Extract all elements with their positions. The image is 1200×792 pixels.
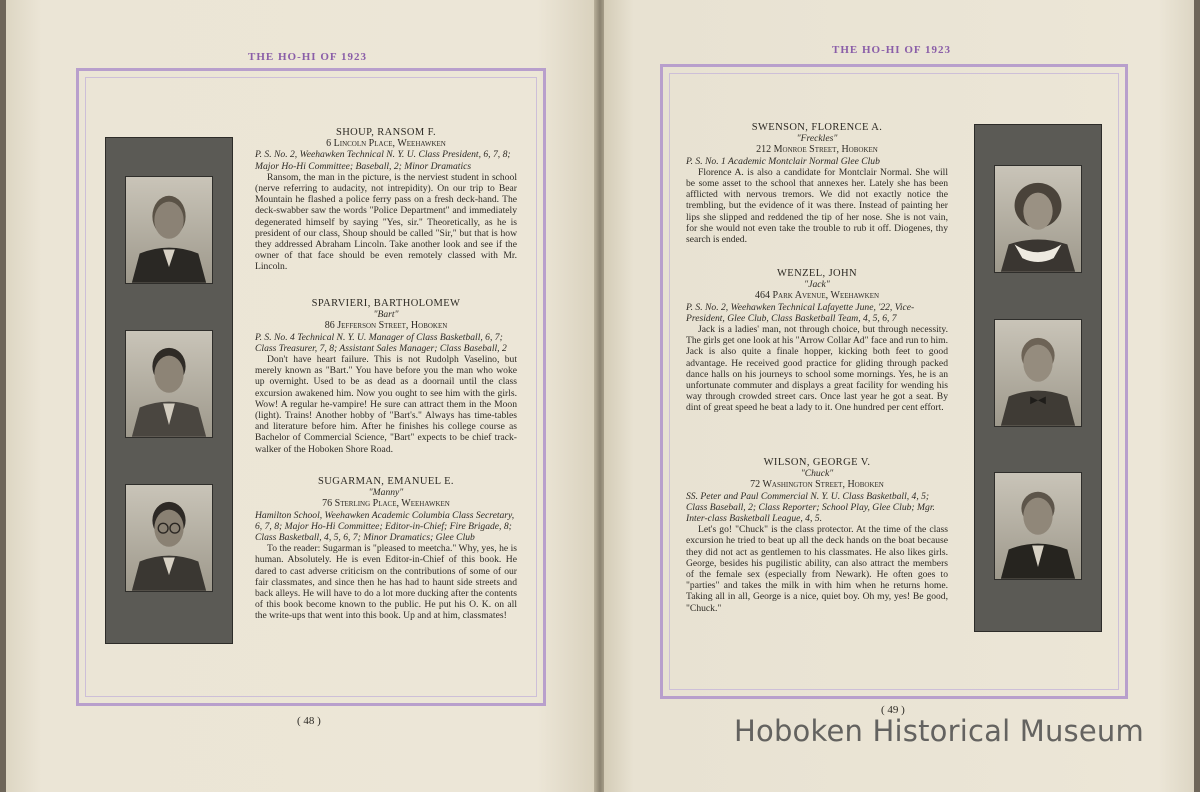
- entry-record: P. S. No. 2, Weehawken Technical Lafayette June, '22, Vice-President, Glee Club, Class Basketball Team, 4, 5, 6, 7: [686, 301, 915, 324]
- entry-bio: Florence A. is also a candidate for Montclair Normal. She will be some asset to the school that annexes her. Lately she has been afflicted with nervous tremors. We did not exactly notice the trembling, but the evidence of it was there. Instead of painting her lips she slipped and reddened the tip of her nose. She is not vain, for she would not even take the trouble to rub it off. Diogenes, thy search is ended.: [686, 166, 948, 246]
- page-number-right: ( 49 ): [881, 704, 905, 716]
- running-head-left: THE HO-HI OF 1923: [248, 51, 367, 63]
- entry-nickname: "Jack": [804, 279, 830, 291]
- entry-address: 72 Washington Street, Hoboken: [750, 479, 884, 491]
- entry-nickname: "Bart": [373, 309, 399, 321]
- entry-record: P. S. No. 2, Weehawken Technical N. Y. U. Class President, 6, 7, 8; Major Ho-Hi Committee; Baseball, 2; Minor Dramatics: [255, 149, 511, 172]
- entry-name: WENZEL, JOHN: [776, 268, 858, 279]
- portrait-sparvieri: [125, 330, 213, 438]
- portrait-shoup: [125, 176, 213, 284]
- entry-sparvieri: [255, 298, 517, 455]
- right-photo-strip: [974, 124, 1102, 632]
- entry-nickname: "Manny": [368, 487, 404, 499]
- entry-record: SS. Peter and Paul Commercial N. Y. U. Class Basketball, 4, 5; Class Baseball, 2; Class Reporter; School Play, Glee Club; Mgr. Inter-class Basketball League, 4, 5.: [686, 490, 935, 525]
- portrait-swenson: [994, 165, 1082, 273]
- left-photo-strip: [105, 137, 233, 644]
- portrait-wilson: [994, 472, 1082, 580]
- entry-bio: Jack is a ladies' man, not through choice, but through necessity. The girls get one look at his "Arrow Collar Ad" face and run to him. Jack is also quite a finale hopper, kicking both feet to good advantage. He received good practice for gliding through packed dance halls on his journeys to school some mornings. Yes, he is an unfortunate commuter and displays a great facility for wending his way through crowded street cars. Once last year he got a seat. By dint of great speed he beat a lady to it. One hundred per cent effort.: [686, 324, 948, 414]
- entry-name: SWENSON, FLORENCE A.: [751, 122, 883, 133]
- entry-wilson: [686, 457, 948, 614]
- entry-bio: Don't have heart failure. This is not Rudolph Vaselino, but merely known as "Bart." You have before you the man who woke up overnight. Used to be as dead as a doornail until the class excursion awakened him. Now you ought to see him with the girls. Wow! A regular he-vampire! He sure can attract them in the Moon (light). Trains! Another hobby of "Bart's." Always has time-tables and literature before him. After he finishes his college course as Bachelor of Commercial Science, "Bart" expects to be chief track-walker of the Hoboken Shore Road.: [255, 354, 517, 455]
- portrait-sugarman: [125, 484, 213, 592]
- entry-address: 212 Monroe Street, Hoboken: [756, 144, 878, 156]
- entry-record: P. S. No. 4 Technical N. Y. U. Manager of Class Basketball, 6, 7; Class Treasurer, 7, 8; Assistant Sales Manager; Class Baseball, 2: [255, 331, 507, 354]
- entry-bio: Ransom, the man in the picture, is the nerviest student in school (nerve referring to audacity, not intrepidity). On our trip to Bear Mountain he flashed a police ferry pass on a fresh deck-hand. The deck-swabber saw the words "Police Department" and immediately degenerated himself by saying "Yes, sir." Theoretically, as he is president of our class, Shoup should be called "Sir," but that is how they addressed Abraham Lincoln. Take another look and see if the owner of that face should be even remotely classed with Mr. Lincoln.: [255, 171, 517, 273]
- portrait-wenzel: [994, 319, 1082, 427]
- entry-record: Hamilton School, Weehawken Academic Columbia Class Secretary, 6, 7, 8; Major Ho-Hi Committee; Editor-in-Chief; Fire Brigade, 8; Class Basketball, 4, 5, 6, 7; Minor Dramatics; Glee Club: [255, 509, 515, 544]
- museum-watermark: Hoboken Historical Museum: [734, 714, 1144, 748]
- entry-nickname: "Chuck": [800, 468, 834, 480]
- entry-sugarman: [255, 476, 517, 622]
- entry-nickname: "Freckles": [796, 133, 838, 145]
- entry-address: 86 Jefferson Street, Hoboken: [324, 320, 448, 332]
- entry-address: 76 Sterling Place, Weehawken: [322, 498, 450, 510]
- entry-wenzel: [686, 268, 948, 414]
- entry-swenson: [686, 122, 948, 245]
- entry-name: WILSON, GEORGE V.: [763, 457, 871, 468]
- entry-address: 6 Lincoln Place, Weehawken: [326, 138, 446, 150]
- entry-record: P. S. No. 1 Academic Montclair Normal Glee Club: [686, 155, 880, 167]
- entry-name: SUGARMAN, EMANUEL E.: [318, 476, 454, 487]
- entry-address: 464 Park Avenue, Weehawken: [754, 290, 880, 302]
- entry-name: SHOUP, RANSOM F.: [335, 127, 437, 138]
- entry-bio: To the reader: Sugarman is "pleased to meetcha." Why, yes, he is human. Absolutely. He is even Editor-in-Chief of this book. He dared to cast adverse criticism on the contributions of some of our fair classmates, and since then he has had to haunt side streets and back alleys. He will have to do a lot more ducking after the contents of this book become known to the public. He put his O. K. on all the write-ups that went into this book. Up and at him, classmates!: [255, 543, 517, 622]
- running-head-right: THE HO-HI OF 1923: [832, 44, 951, 56]
- entry-name: SPARVIERI, BARTHOLOMEW: [311, 298, 461, 309]
- entry-bio: Let's go! "Chuck" is the class protector. At the time of the class excursion he tried to beat up all the deck hands on the boat because they did not act as gentlemen to his classmates. He also likes girls. George, besides his pugilistic ability, can also attract the members of the female sex (especially from Newark). He often goes to "parties" and takes the milk in with him when he returns home. Taking all in all, George is a nice, quiet boy. Oh my, yes! Be good, "Chuck.": [686, 524, 948, 614]
- page-number-left: ( 48 ): [297, 715, 321, 727]
- entry-shoup: [255, 127, 517, 273]
